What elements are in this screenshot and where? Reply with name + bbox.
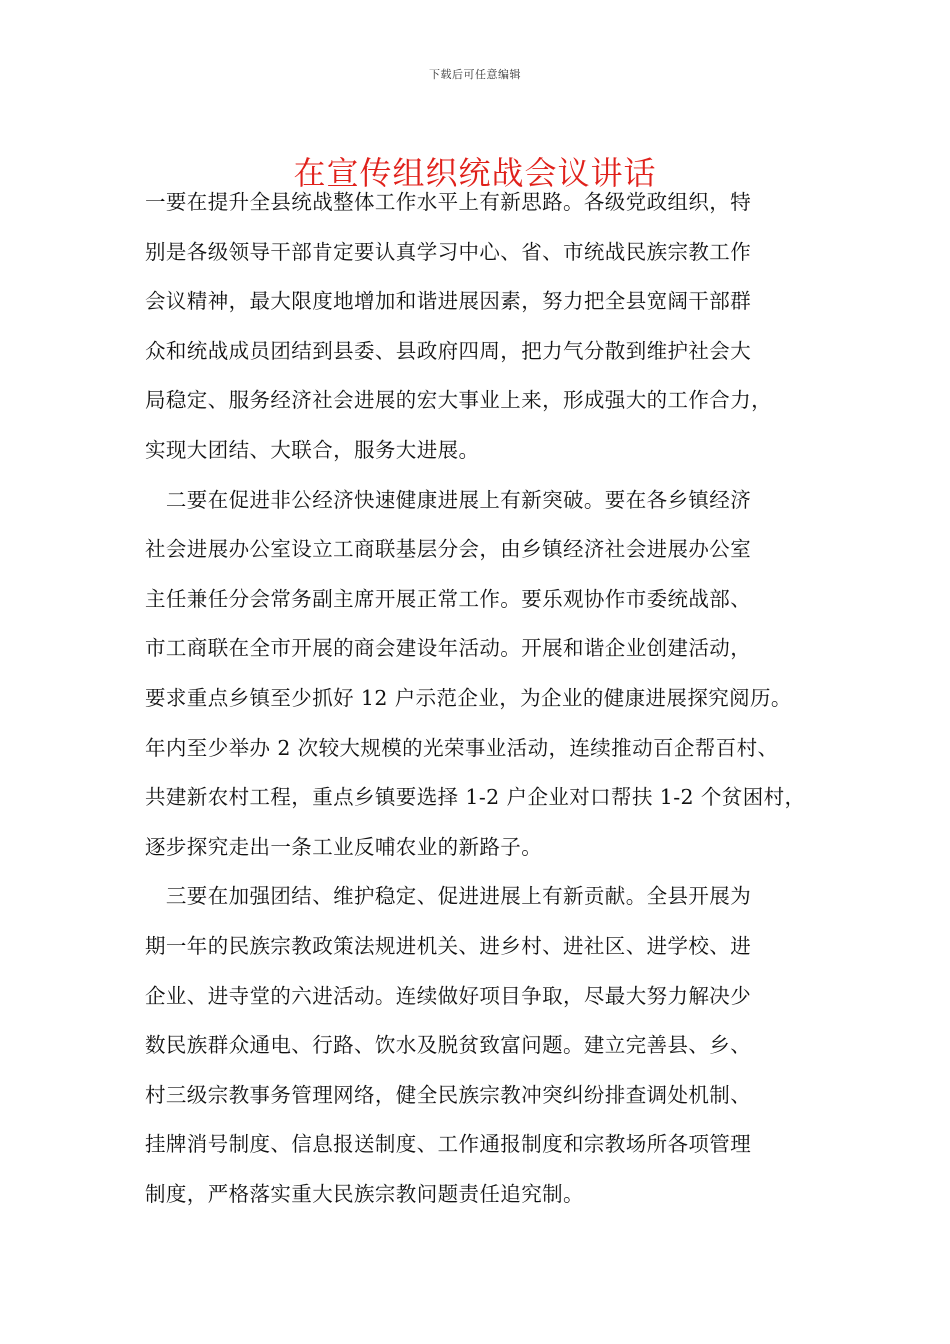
paragraph-line: 要求重点乡镇至少抓好 12 户示范企业，为企业的健康进展探究阅历。: [145, 685, 792, 710]
paragraph-line: 社会进展办公室设立工商联基层分会，由乡镇经济社会进展办公室: [145, 537, 752, 562]
paragraph-line: 实现大团结、大联合，服务大进展。: [145, 437, 480, 462]
paragraph-line: 年内至少举办 2 次较大规模的光荣事业活动，连续推动百企帮百村、: [145, 735, 779, 760]
paragraph-line: 数民族群众通电、行路、饮水及脱贫致富问题。建立完善县、乡、: [145, 1033, 752, 1058]
document-title: 在宣传组织统战会议讲话: [293, 154, 657, 193]
paragraph-line: 期一年的民族宗教政策法规进机关、进乡村、进社区、进学校、进: [145, 933, 752, 958]
paragraph-3: [145, 872, 817, 1219]
paragraph-line: 制度，严格落实重大民族宗教问题责任追究制。: [145, 1181, 584, 1206]
paragraph-line: 挂牌消号制度、信息报送制度、工作通报制度和宗教场所各项管理: [145, 1132, 752, 1157]
paragraph-line: 一要在提升全县统战整体工作水平上有新思路。各级党政组织，特: [145, 190, 752, 214]
paragraph-line: 众和统战成员团结到县委、县政府四周，把力气分散到维护社会大: [145, 338, 752, 363]
paragraph-line: 逐步探究走出一条工业反哺农业的新路子。: [145, 834, 543, 859]
paragraph-line: 别是各级领导干部肯定要认真学习中心、省、市统战民族宗教工作: [145, 239, 752, 264]
paragraph-line: 主任兼任分会常务副主席开展正常工作。要乐观协作市委统战部、: [145, 586, 752, 611]
document-body: [145, 178, 817, 1219]
paragraph-line: 二要在促进非公经济快速健康进展上有新突破。要在各乡镇经济: [145, 487, 752, 512]
paragraph-2: [145, 476, 817, 873]
paragraph-line: 三要在加强团结、维护稳定、促进进展上有新贡献。全县开展为: [145, 884, 752, 909]
paragraph-line: 市工商联在全市开展的商会建设年活动。开展和谐企业创建活动，: [145, 636, 752, 661]
paragraph-line: 村三级宗教事务管理网络，健全民族宗教冲突纠纷排查调处机制、: [145, 1082, 752, 1107]
paragraph-line: 局稳定、服务经济社会进展的宏大事业上来，形成强大的工作合力，: [145, 388, 772, 413]
paragraph-1: [145, 178, 817, 476]
page-header-note: 下载后可任意编辑: [429, 68, 521, 81]
paragraph-line: 会议精神，最大限度地增加和谐进展因素，努力把全县宽阔干部群: [145, 289, 752, 314]
paragraph-line: 共建新农村工程，重点乡镇要选择 1-2 户企业对口帮扶 1-2 个贫困村，: [145, 785, 806, 810]
paragraph-line: 企业、进寺堂的六进活动。连续做好项目争取，尽最大努力解决少: [145, 983, 752, 1008]
